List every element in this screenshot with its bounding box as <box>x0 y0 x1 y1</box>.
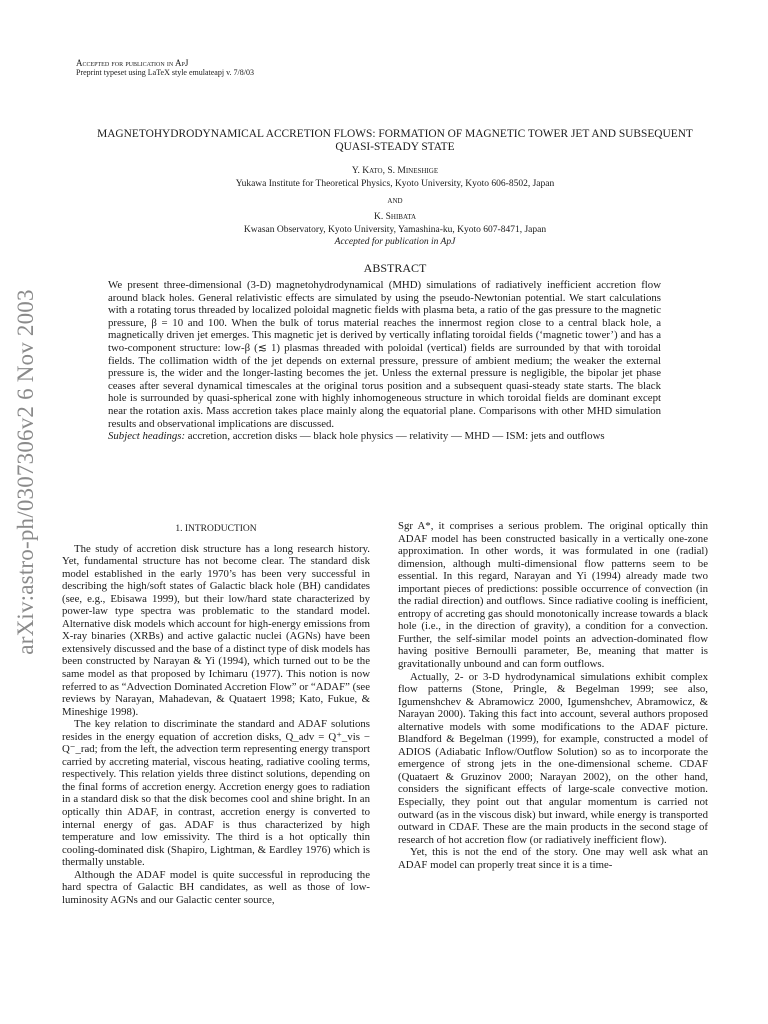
accepted-note: Accepted for publication in ApJ <box>334 237 456 247</box>
accepted-line: Accepted for publication in ApJ <box>76 58 189 68</box>
affiliation-1: Yukawa Institute for Theoretical Physics, Kyoto University, Kyoto 606-8502, Japan <box>235 179 555 189</box>
subject-label: Subject headings: <box>108 430 186 443</box>
paper-title: MAGNETOHYDRODYNAMICAL ACCRETION FLOWS: FORMATION OF MAGNETIC TOWER JET AND SUBSEQUENT QUASI-STEADY STATE <box>97 128 693 153</box>
intro-paragraph-4: Sgr A*, it comprises a serious problem. The original optically thin ADAF model has been constructed basically in a vertically one-zone approximation. In other words, it was formulated in one (radial) dimension, although multi-dimensional flow patterns seem to be essential. In this regard, Narayan and Yi (1994) already made two important pieces of predictions: possible occurrence of convection (in the radial direction) and outflows. Since radiative cooling is inefficient, entropy of accreting gas should monotonically increase towards a black hole (i.e., in the direction of gravity), a condition for a convection. Further, the self-similar model points an advection-dominated flow having positive Bernoulli parameter, Be, meaning that matter is gravitationally unbound and can form outflows. <box>398 520 708 671</box>
arxiv-identifier: arXiv:astro-ph/0307306v2 6 Nov 2003 <box>13 289 38 655</box>
subject-headings <box>108 430 661 443</box>
intro-paragraph-6: Yet, this is not the end of the story. One may well ask what an ADAF model can properly treat since it is a time- <box>398 846 708 871</box>
intro-paragraph-1: The study of accretion disk structure has a long research history. Yet, fundamental structure has not become clear. The standard disk model established in the early 1970’s has been very successful in describing the high/soft states of Galactic black hole (BH) candidates (see, e.g., Ebisawa 1999), but their low/hard state characterized by power-law type spectra was problematic to the standard model. Alternative disk models which account for high-energy emissions from X-ray binaries (XRBs) and active galactic nuclei (AGNs) have been extensively discussed and the base of a distinct type of disk models has been constructed by Narayan & Yi (1994), which turned out to be the same model as that proposed by Ichimaru (1977). This notion is now referred to as “Advection Dominated Accretion Flow” or “ADAF” (see reviews by Narayan, Mahadevan, & Quataert 1998; Kato, Fukue, & Mineshige 1998). <box>62 542 370 718</box>
abstract-body <box>108 279 661 443</box>
intro-paragraph-2: The key relation to discriminate the standard and ADAF solutions resides in the energy equation of accretion disks, Q_adv = Q⁺_vis − Q⁻_rad; from the left, the advection term representing energy transport carried by accreting material, viscous heating, radiative cooling terms, respectively. This relation yields three distinct solutions, depending on the final forms of accretion energy. Accretion energy goes to radiation in a standard disk so that the disk becomes cool and shine bright. In an optically thin ADAF, in contrast, accretion energy is converted to internal energy of gas. ADAF is thus characterized by high temperature and low emissivity. The third is a hot optically thin cooling-dominated disk (Shapiro, Lightman, & Eardley 1976) which is thermally unstable. <box>62 718 370 869</box>
abstract-heading: ABSTRACT <box>363 261 427 275</box>
subject-text: accretion, accretion disks — black hole physics — relativity — MHD — ISM: jets and outflows <box>187 430 605 443</box>
intro-paragraph-3: Although the ADAF model is quite successful in reproducing the hard spectra of Galactic BH candidates, as well as those of low-luminosity AGNs and our Galactic center source, <box>62 868 370 906</box>
section-heading-introduction: 1. INTRODUCTION <box>175 524 257 534</box>
abstract-text: We present three-dimensional (3-D) magnetohydrodynamical (MHD) simulations of radiatively inefficient accretion flow around black holes. General relativistic effects are simulated by using the pseudo-Newtonian potential. We start calculations with a rotating torus threaded by localized poloidal magnetic fields with plasma beta, a ratio of the gas pressure to the magnetic pressure, β = 10 and 100. When the bulk of torus material reaches the innermost region close to a central black hole, a magnetically driven jet emerges. This magnetic jet is derived by vertically inflating toroidal fields (‘magnetic tower’) and has a two-component structure: low-β (≲ 1) plasmas threaded with poloidal (vertical) fields are surrounded by that with toroidal fields. The collimation width of the jet depends on external pressure, pressure of ambient medium; the weaker the external pressure is, the wider and the longer-lasting becomes the jet. Unless the external pressure is negligible, the bipolar jet phase ceases after several dynamical timescales at the original torus position and a subsequent quasi-steady state starts. The black hole is surrounded by quasi-spherical zone with highly inhomogeneous structure in which toroidal fields are dominant except near the rotation axis. Mass accretion takes place mainly along the equatorial plane. Comparisons with other MHD simulation results and observational implications are discussed. <box>108 279 661 430</box>
author-names-1: Y. Kato, S. Mineshige <box>351 166 439 176</box>
affiliation-2: Kwasan Observatory, Kyoto University, Yamashina-ku, Kyoto 607-8471, Japan <box>243 225 547 235</box>
preprint-line: Preprint typeset using LaTeX style emulateapj v. 7/8/03 <box>76 68 254 77</box>
intro-paragraph-5: Actually, 2- or 3-D hydrodynamical simulations exhibit complex flow patterns (Stone, Pringle, & Begelman 1999; see also, Igumenshchev & Abramowicz 2000, Igumenshchev, Abramowicz, & Narayan 2000). Taking this fact into account, several authors proposed alternative models with some modifications to the ADAF picture. Blandford & Begelman (1999), for example, constructed a model of ADIOS (Adiabatic Inflow/Outflow Solution) so as to incorporate the emergence of strong jets in the one-dimensional scheme. CDAF (Quataert & Gruzinov 2000; Narayan 2002), on the other hand, considers the significant effects of large-scale convective motion. Especially, they point out that angular momentum is carried not outward (as in the viscous disk) but inward, while energy is transported outward in CDAF. These are the main products in the second stage of research of hot accretion flow (or radiatively inefficient flow). <box>398 670 708 846</box>
author-names-2: K. Shibata <box>374 212 416 222</box>
arxiv-sidebar <box>6 262 46 682</box>
column-left <box>62 520 370 906</box>
preamble <box>76 58 254 78</box>
author-conjunction: and <box>387 196 403 206</box>
column-right <box>398 520 708 871</box>
